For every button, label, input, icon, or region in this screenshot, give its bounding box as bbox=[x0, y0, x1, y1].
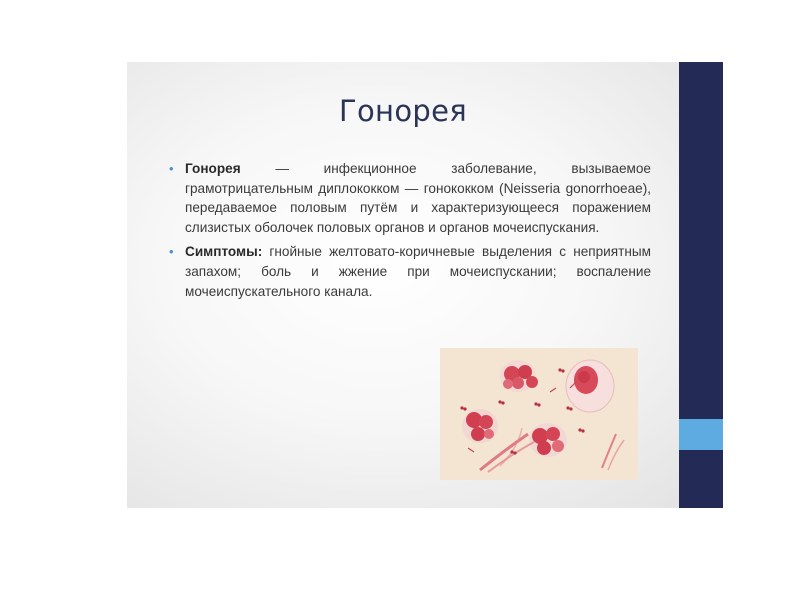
bullet-text: — инфекционное заболевание, вызываемое грамотрицательным диплококком — гонококком (Neisseria gonorrhoeae), передаваемое половым путём и характеризующееся поражением слизистых оболочек половых органов и органов мочеиспускания. bbox=[185, 161, 651, 235]
bullet-term: Симптомы: bbox=[185, 244, 263, 260]
presentation-slide bbox=[127, 62, 723, 508]
bullet-dot-icon: • bbox=[169, 161, 174, 176]
bullet-definition bbox=[169, 159, 651, 237]
bullet-dot-icon: • bbox=[169, 244, 174, 260]
slide-body bbox=[169, 159, 651, 306]
bullet-text: гнойные желтовато-коричневые выделения с неприятным запахом; боль и жжение при мочеиспускании; воспаление мочеиспускательного канала. bbox=[185, 244, 651, 299]
bullet-symptoms bbox=[169, 242, 651, 301]
slide-title: Гонорея bbox=[339, 94, 467, 128]
bullet-term: Гонорея bbox=[185, 161, 241, 176]
slide-side-accent bbox=[679, 419, 723, 450]
microscopy-illustration bbox=[440, 348, 638, 480]
